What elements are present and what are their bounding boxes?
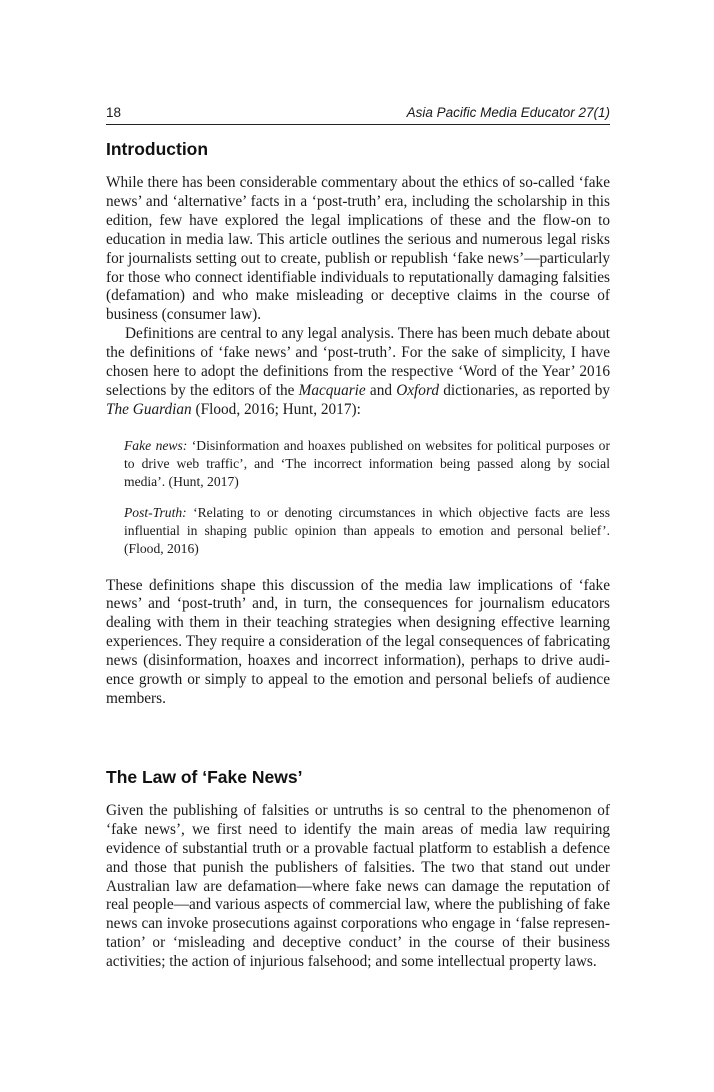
law-paragraph-1: Given the publishing of falsities or untruths is so central to the phenomenon of ‘fake news’, we first need to identify the main areas of media law requiring evidence of substantial truth or a provable factual platform to establish a defence and those that punish the publishers of falsities. The two that stand out under Australian law are defamation—where fake news can damage the reputation of real people—and various aspects of commercial law, where the publishing of fake news can invoke prosecutions against corporations who engage in ‘false representation’ or ‘misleading and deceptive conduct’ in the course of their business activities; the action of injurious falsehood; and some intellectual property laws. [106,801,610,971]
intro-p2-and: and [365,381,397,399]
running-header [106,104,610,125]
post-truth-definition [124,504,610,559]
intro-paragraph-1: While there has been considerable commentary about the ethics of so-called ‘fake news’ and ‘alternative’ facts in a ‘post-truth’ era, including the scholarship in this edition, few have explored the legal implications of these and the flow-on to education in media law. This article outlines the serious and numerous legal risks for journalists setting out to create, publish or republish ‘fake news’—particularly for those who connect identifiable individuals to reputationally damaging falsities (defamation) and who make misleading or deceptive claims in the course of business (consumer law). [106,174,610,324]
intro-p2-text-b: dictionaries, as reported by [439,381,610,399]
fake-news-definition-text: ‘Disinformation and hoaxes published on websites for political purposes or to drive web traffic’, and ‘The incorrect information being passed along by social media’. (Hunt, 2017) [124,437,610,490]
definitions-block-quote [124,437,610,559]
journal-title: Asia Pacific Media Educator 27(1) [406,105,610,120]
fake-news-term: Fake news: [124,437,188,453]
post-truth-definition-text: ‘Relating to or denoting circumstances in which objective facts are less influential in shaping public opinion than appeals to emotion and personal belief’. (Flood, 2016) [124,504,610,557]
intro-paragraph-3: These definitions shape this discussion of the media law implications of ‘fake news’ and ‘post-truth’ and, in turn, the consequences for journalism educators dealing with them in their teaching strategies when designing effective learning experiences. They require a consideration of the legal consequences of fabricating news (disinformation, hoaxes and incorrect information), perhaps to drive audience growth or simply to appeal to the emotion and personal beliefs of audience members. [106,576,610,707]
intro-p2-text-c: (Flood, 2016; Hunt, 2017): [191,400,361,418]
article-page [106,104,610,972]
the-guardian: The Guardian [106,400,192,418]
post-truth-term: Post-Truth: [124,504,187,520]
introduction-heading: Introduction [106,139,209,159]
intro-paragraph-2 [106,325,610,420]
page-number: 18 [106,105,122,120]
oxford-dictionary: Oxford [396,381,439,399]
intro-p2-text-a: Definitions are central to any legal analysis. There has been much debate about the definitions of ‘fake news’ and ‘post-truth’. For the sake of simplicity, I have chosen here to adopt the definitions from the respective ‘Word of the Year’ 2016 selections by the editors of the [106,325,610,399]
law-of-fake-news-heading: The Law of ‘Fake News’ [106,766,303,787]
fake-news-definition [124,437,610,492]
macquarie-dictionary: Macquarie [298,381,366,399]
